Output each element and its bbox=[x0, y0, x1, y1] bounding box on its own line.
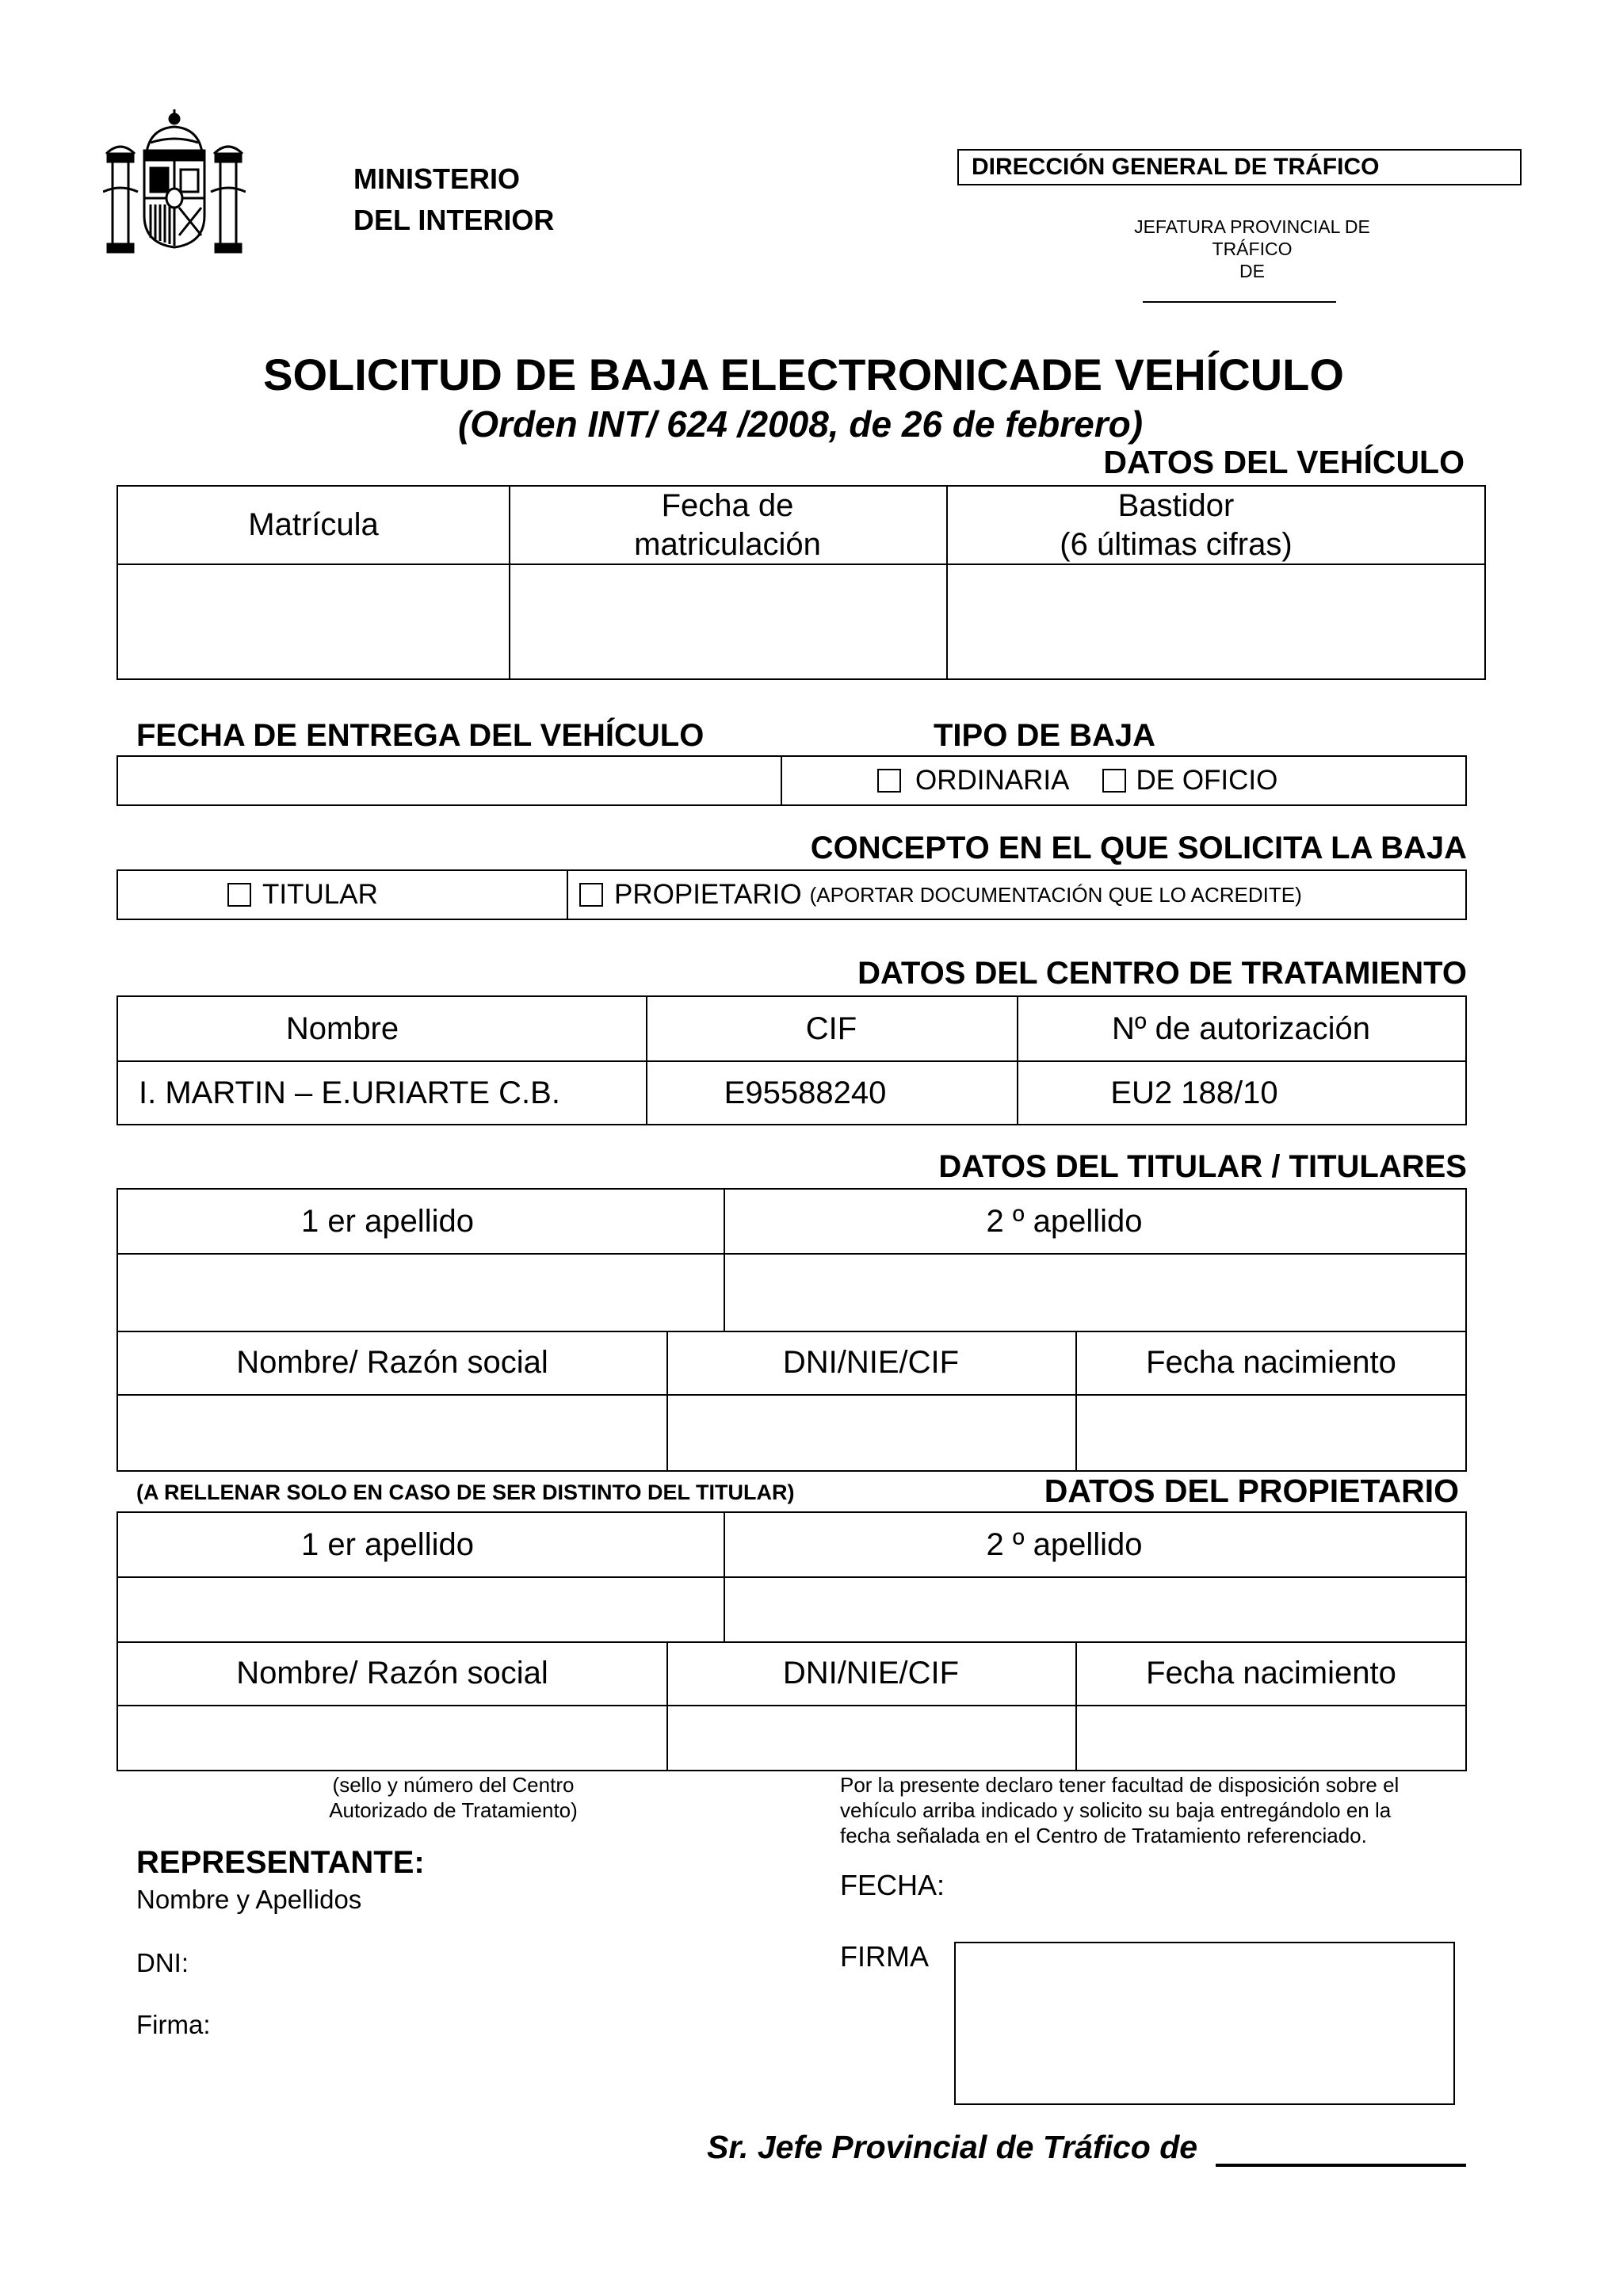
jefatura-line2: TRÁFICO bbox=[1212, 239, 1293, 259]
titular-apellido2-header: 2 º apellido bbox=[986, 1203, 1143, 1239]
centro-autorizacion-header: Nº de autorización bbox=[1112, 1010, 1370, 1046]
titular-nombre-header: Nombre/ Razón social bbox=[236, 1344, 548, 1380]
vehicle-matricula-header: Matrícula bbox=[248, 507, 379, 543]
jefe-provincial-line bbox=[707, 2129, 1197, 2166]
jefatura-block bbox=[1078, 216, 1426, 282]
titular-fecha-header: Fecha nacimiento bbox=[1146, 1344, 1396, 1380]
centro-nombre-value: I. MARTIN – E.URIARTE C.B. bbox=[139, 1075, 560, 1110]
titular-dni-field[interactable] bbox=[668, 1396, 1074, 1470]
propietario-note: (APORTAR DOCUMENTACIÓN QUE LO ACREDITE) bbox=[809, 882, 1302, 907]
coat-of-arms-icon bbox=[103, 105, 246, 260]
ministry-line1: MINISTERIO bbox=[353, 162, 521, 195]
vehicle-table bbox=[116, 485, 1486, 680]
propietario-fecha-field[interactable] bbox=[1077, 1706, 1464, 1770]
declaration-text bbox=[840, 1772, 1399, 1848]
firma-label: FIRMA bbox=[840, 1940, 929, 1973]
declaration-line1: Por la presente declaro tener facultad de disposición sobre el bbox=[840, 1773, 1400, 1797]
concepto-table bbox=[116, 869, 1467, 920]
dgt-box bbox=[957, 149, 1522, 185]
ordinaria-checkbox[interactable] bbox=[877, 769, 901, 793]
entrega-label: FECHA DE ENTREGA DEL VEHÍCULO bbox=[136, 718, 705, 753]
de-oficio-checkbox[interactable] bbox=[1102, 769, 1126, 793]
ordinaria-label: ORDINARIA bbox=[915, 765, 1070, 796]
nombre-apellidos-label: Nombre y Apellidos bbox=[136, 1885, 362, 1914]
vehicle-fecha-header: Fecha de matriculación bbox=[634, 487, 821, 562]
propietario-nombre-field[interactable] bbox=[120, 1706, 665, 1770]
centro-cif-value: E95588240 bbox=[724, 1075, 887, 1110]
titular-section-title: DATOS DEL TITULAR / TITULARES bbox=[938, 1149, 1467, 1184]
tipo-baja-label: TIPO DE BAJA bbox=[934, 718, 1156, 753]
vehicle-section-title: DATOS DEL VEHÍCULO bbox=[1103, 444, 1465, 480]
propietario-apellido1-header: 1 er apellido bbox=[301, 1526, 474, 1562]
centro-autorizacion-value: EU2 188/10 bbox=[1110, 1075, 1278, 1110]
page-title: SOLICITUD DE BAJA ELECTRONICADE VEHÍCULO bbox=[263, 350, 1344, 399]
representante-firma-label: Firma: bbox=[136, 2010, 211, 2039]
jefatura-line3: DE bbox=[1239, 261, 1265, 281]
representante-dni-label: DNI: bbox=[136, 1948, 189, 1977]
declaration-line2: vehículo arriba indicado y solicito su baja entregándolo en la bbox=[840, 1798, 1392, 1822]
page-subtitle: (Orden INT/ 624 /2008, de 26 de febrero) bbox=[457, 403, 1144, 445]
propietario-apellido1-field[interactable] bbox=[120, 1578, 722, 1640]
titular-apellido1-header: 1 er apellido bbox=[301, 1203, 474, 1239]
vehicle-matricula-field[interactable] bbox=[120, 566, 507, 677]
representante-label: REPRESENTANTE: bbox=[136, 1845, 425, 1880]
propietario-dni-header: DNI/NIE/CIF bbox=[782, 1655, 960, 1690]
vehicle-fecha-field[interactable] bbox=[512, 566, 945, 677]
titular-fecha-field[interactable] bbox=[1077, 1396, 1464, 1470]
propietario-apellido2-field[interactable] bbox=[725, 1578, 1464, 1640]
titular-dni-header: DNI/NIE/CIF bbox=[782, 1344, 960, 1380]
centro-section-title: DATOS DEL CENTRO DE TRATAMIENTO bbox=[857, 956, 1467, 991]
concepto-section-title: CONCEPTO EN EL QUE SOLICITA LA BAJA bbox=[810, 831, 1467, 865]
titular-label: TITULAR bbox=[262, 879, 378, 910]
propietario-apellido2-header: 2 º apellido bbox=[986, 1526, 1143, 1562]
jefe-provincial-text: Sr. Jefe Provincial de Tráfico de bbox=[707, 2129, 1198, 2165]
centro-table bbox=[116, 995, 1467, 1125]
titular-apellido2-field[interactable] bbox=[725, 1255, 1464, 1329]
fecha-label: FECHA: bbox=[840, 1869, 945, 1901]
de-oficio-label: DE OFICIO bbox=[1136, 765, 1278, 796]
titular-apellido1-field[interactable] bbox=[120, 1255, 722, 1329]
jefatura-underline bbox=[1143, 301, 1336, 303]
sello-note bbox=[295, 1772, 612, 1823]
titular-checkbox[interactable] bbox=[227, 883, 251, 907]
propietario-label: PROPIETARIO bbox=[614, 879, 802, 910]
vehicle-bastidor-field[interactable] bbox=[949, 566, 1483, 677]
entrega-table bbox=[116, 755, 1467, 806]
titular-table bbox=[116, 1188, 1467, 1472]
centro-nombre-header: Nombre bbox=[285, 1010, 399, 1046]
titular-nombre-field[interactable] bbox=[120, 1396, 665, 1470]
firma-box[interactable] bbox=[954, 1942, 1455, 2105]
propietario-note-text: (A RELLENAR SOLO EN CASO DE SER DISTINTO DEL TITULAR) bbox=[136, 1480, 795, 1504]
jefe-provincial-underline bbox=[1216, 2164, 1466, 2167]
centro-cif-header: CIF bbox=[805, 1010, 857, 1046]
sello-line2: Autorizado de Tratamiento) bbox=[329, 1798, 578, 1822]
propietario-fecha-header: Fecha nacimiento bbox=[1146, 1655, 1396, 1690]
propietario-section-title: DATOS DEL PROPIETARIO bbox=[1044, 1473, 1459, 1509]
propietario-checkbox[interactable] bbox=[579, 883, 603, 907]
ministry-line2: DEL INTERIOR bbox=[353, 204, 555, 236]
jefatura-line1: JEFATURA PROVINCIAL DE bbox=[1134, 216, 1370, 237]
declaration-line3: fecha señalada en el Centro de Tratamiento referenciado. bbox=[840, 1824, 1367, 1847]
vehicle-bastidor-header: Bastidor (6 últimas cifras) bbox=[1060, 487, 1293, 562]
entrega-date-field[interactable] bbox=[120, 758, 777, 803]
dgt-label: DIRECCIÓN GENERAL DE TRÁFICO bbox=[972, 154, 1380, 180]
propietario-dni-field[interactable] bbox=[668, 1706, 1074, 1770]
propietario-table bbox=[116, 1511, 1467, 1771]
sello-line1: (sello y número del Centro bbox=[332, 1773, 575, 1797]
propietario-nombre-header: Nombre/ Razón social bbox=[236, 1655, 548, 1690]
